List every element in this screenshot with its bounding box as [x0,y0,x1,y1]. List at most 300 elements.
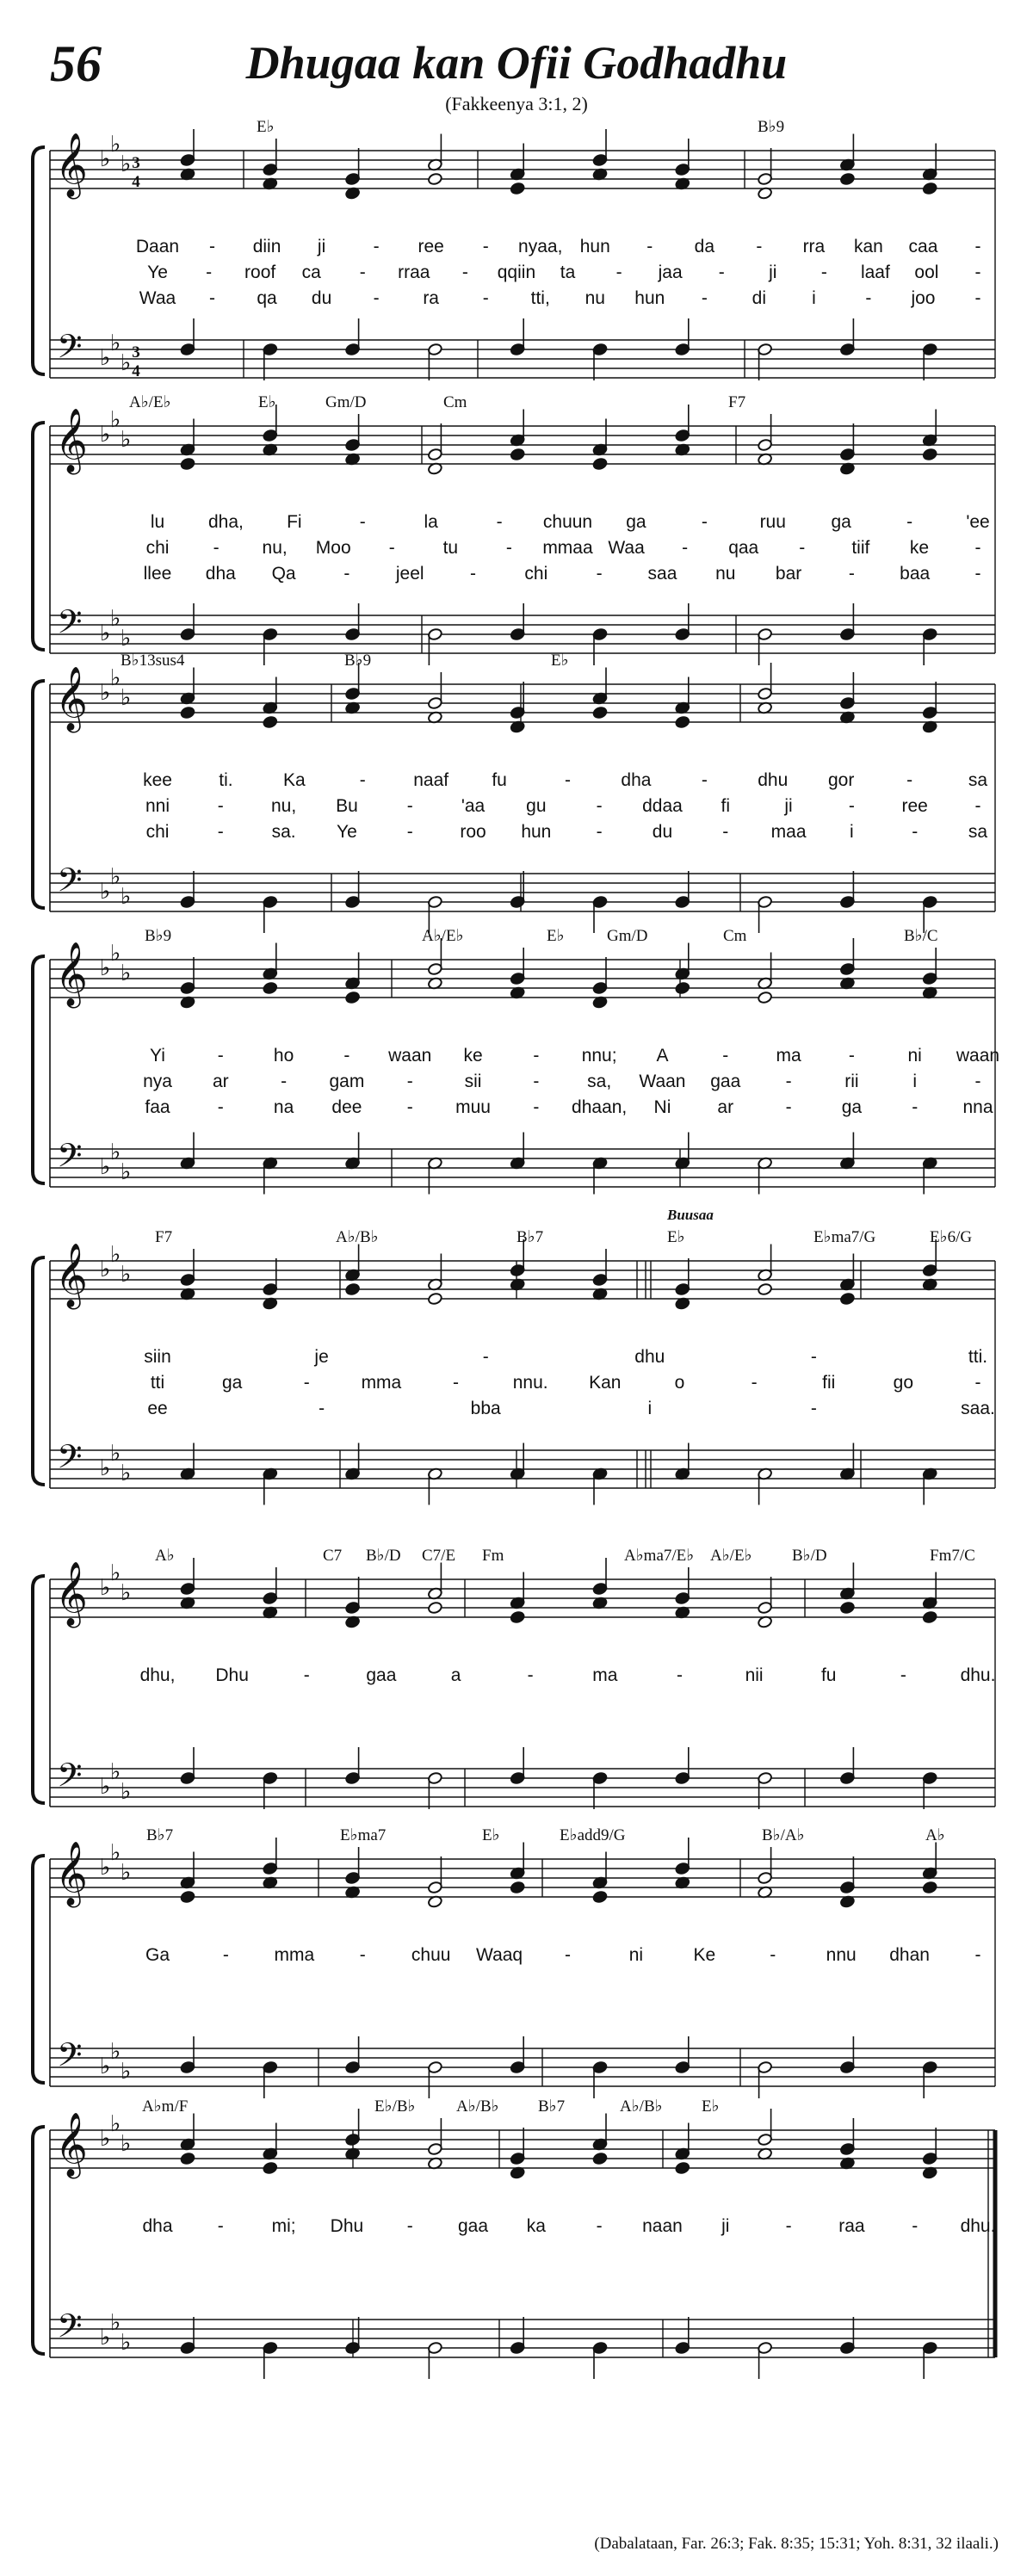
lyric-syllable: dha [205,564,236,584]
key-signature-flat-icon: ♭ [121,961,132,986]
lyric-syllable: ho [273,1046,294,1066]
lyric-syllable: - [222,1945,229,1965]
key-signature-flat-icon: ♭ [100,345,111,371]
lyric-syllable: - [359,512,366,532]
hymn-number: 56 [50,35,102,92]
lyric-syllable: - [359,1945,366,1965]
lyric-syllable: ji [721,2216,730,2236]
system-bracket [33,1576,45,1803]
lyric-syllable: - [213,538,220,558]
lyric-syllable: sa [968,770,988,790]
lyric-syllable: tti [150,1373,165,1393]
time-signature-top: 3 [132,154,140,172]
lyric-syllable: ruu [759,512,786,532]
lyric-syllable: - [303,1373,310,1393]
tempo-marking: Buusaa [667,1207,714,1223]
lyric-syllable: diin [252,237,281,256]
note-head [675,715,690,728]
lyric-syllable: dhu, [139,1665,176,1685]
chord-symbol: Gm/D [325,393,367,411]
lyric-syllable: di [752,288,767,308]
lyric-syllable: - [848,1046,855,1066]
lyric-syllable: - [373,288,380,308]
key-signature-flat-icon: ♭ [110,606,121,632]
lyric-syllable: chi [145,538,170,558]
treble-clef-icon: 𝄞 [55,667,88,731]
lyric-syllable: na [273,1097,294,1117]
chord-symbol: B♭7 [516,1228,544,1246]
lyric-syllable: dhu. [960,2216,996,2236]
key-signature-flat-icon: ♭ [110,2039,121,2065]
time-signature-top: 3 [132,343,140,361]
key-signature-flat-icon: ♭ [100,879,111,905]
chord-symbol: A♭m/F [142,2097,189,2116]
lyric-syllable: - [319,1399,325,1418]
lyric-syllable: ga [626,512,646,532]
lyric-syllable: je [314,1347,329,1367]
lyric-syllable: - [751,1373,758,1393]
scripture-reference: (Fakkeenya 3:1, 2) [445,93,588,114]
note-head [510,448,525,460]
lyric-syllable: kee [143,770,172,790]
key-signature-flat-icon: ♭ [100,955,111,981]
lyric-syllable: - [900,1665,906,1685]
lyric-syllable: Dhu [330,2216,364,2236]
lyric-syllable: - [810,1399,817,1418]
chord-symbol: E♭ma7 [340,1826,387,1844]
key-signature-flat-icon: ♭ [110,1242,121,1268]
lyric-syllable: nu, [262,538,288,558]
lyric-syllable: ni [628,1945,644,1965]
lyric-syllable: - [974,564,981,584]
key-signature-flat-icon: ♭ [121,427,132,453]
lyric-syllable: muu [455,1097,491,1117]
lyric-syllable: nnu. [512,1373,548,1393]
lyric-syllable: gaa [366,1665,397,1685]
lyric-syllable: - [505,538,512,558]
lyric-syllable: nu [715,564,736,584]
lyric-syllable: nna [962,1097,993,1117]
lyric-syllable: - [527,1665,534,1685]
lyric-syllable: - [701,512,708,532]
lyric-syllable: ar [212,1072,229,1091]
lyric-syllable: - [718,263,725,282]
lyric-syllable: - [596,564,603,584]
chord-symbol: B♭13sus4 [121,652,185,670]
key-signature-flat-icon: ♭ [110,132,121,158]
lyric-syllable: - [974,1072,981,1091]
bass-clef-icon: 𝄢 [57,861,83,907]
lyric-syllable: bba [470,1399,501,1418]
lyric-syllable: gor [827,770,855,790]
time-signature-bottom: 4 [132,173,140,191]
chord-symbol: E♭ [667,1228,685,1246]
bass-clef-icon: 𝄢 [57,1136,83,1183]
key-signature-flat-icon: ♭ [100,680,111,706]
chord-symbol: Cm [723,927,747,945]
note-head [510,1610,525,1623]
lyric-syllable: i [850,822,854,842]
treble-clef-icon: 𝄞 [55,942,88,1006]
lyric-syllable: lu [150,512,165,532]
chord-symbol: E♭ [482,1826,500,1844]
lyric-syllable: - [217,1097,224,1117]
lyric-syllable: ee [147,1399,168,1418]
note-head [592,2152,608,2165]
key-signature-flat-icon: ♭ [110,941,121,967]
lyric-syllable: Fi [287,512,302,532]
lyric-syllable: tti, [530,288,550,308]
lyric-syllable: chi [145,822,170,842]
lyric-syllable: - [217,822,224,842]
key-signature-flat-icon: ♭ [100,1257,111,1282]
key-signature-flat-icon: ♭ [121,884,132,910]
lyric-syllable: du [311,288,332,308]
lyric-syllable: ddaa [642,796,683,816]
lyric-syllable: caa [908,237,938,256]
lyric-syllable: naaf [413,770,449,790]
chord-symbol: E♭add9/G [560,1826,626,1844]
chord-symbol: A♭/B♭ [456,2097,499,2116]
lyric-syllable: - [974,1945,981,1965]
key-signature-flat-icon: ♭ [121,2131,132,2157]
key-signature-flat-icon: ♭ [110,1560,121,1586]
lyric-syllable: - [303,1665,310,1685]
lyric-syllable: - [359,263,366,282]
note-head [510,1881,525,1893]
lyric-syllable: Daan [135,237,180,256]
key-signature-flat-icon: ♭ [121,1779,132,1805]
footer-references: (Dabalataan, Far. 26:3; Fak. 8:35; 15:31; Yoh. 8:31, 32 ilaali.) [594,2535,999,2553]
key-signature-flat-icon: ♭ [100,1154,111,1180]
chord-symbol: B♭9 [758,118,785,136]
chord-symbol: Fm7/C [930,1547,975,1565]
bass-clef-icon: 𝄢 [57,602,83,649]
lyric-syllable: da [694,237,715,256]
hymn-title: Dhugaa kan Ofii Godhadhu [245,37,788,89]
key-signature-flat-icon: ♭ [121,2330,132,2356]
lyric-syllable: i [647,1399,653,1418]
lyric-syllable: - [848,796,855,816]
lyric-syllable: - [974,237,981,256]
note-head [180,457,195,470]
lyric-syllable: Waan [639,1072,686,1091]
note-head [345,991,361,1004]
key-signature-flat-icon: ♭ [110,864,121,890]
chord-symbol: E♭ [702,2097,720,2116]
lyric-syllable: fi [721,796,731,816]
lyric-syllable: - [496,512,503,532]
key-signature-flat-icon: ♭ [121,1580,132,1606]
lyric-syllable: Kan [589,1373,622,1393]
lyric-syllable: rraa [398,263,430,282]
lyric-syllable: - [482,237,489,256]
key-signature-flat-icon: ♭ [121,626,132,652]
chord-symbol: F7 [728,393,746,411]
lyric-syllable: chuun [542,512,593,532]
lyric-syllable: - [596,796,603,816]
lyric-syllable: - [906,770,913,790]
chord-symbol: B♭/A♭ [762,1826,805,1844]
lyric-syllable: ke [909,538,930,558]
chord-symbol: E♭/B♭ [374,2097,416,2116]
lyric-syllable: nya [143,1072,172,1091]
chord-symbol: A♭/E♭ [710,1547,752,1565]
lyric-syllable: - [343,1046,350,1066]
lyric-syllable: nni [145,796,170,816]
lyric-syllable: - [533,1072,540,1091]
key-signature-flat-icon: ♭ [110,407,121,433]
lyric-syllable: - [482,288,489,308]
bass-clef-icon: 𝄢 [57,1437,83,1484]
lyric-syllable: a [450,1665,461,1685]
lyric-syllable: - [974,288,981,308]
lyric-syllable: ma [776,1046,801,1066]
lyric-syllable: - [756,237,763,256]
lyric-syllable: tiif [851,538,870,558]
lyric-syllable: - [810,1347,817,1367]
lyric-syllable: - [912,2216,919,2236]
lyric-syllable: - [343,564,350,584]
lyric-syllable: - [785,1097,792,1117]
chord-symbol: B♭7 [538,2097,566,2116]
chord-symbol: C7 [323,1547,343,1565]
lyric-syllable: - [912,822,919,842]
lyric-syllable: sa [968,822,988,842]
key-signature-flat-icon: ♭ [100,1455,111,1481]
lyric-syllable: la [424,512,438,532]
note-head [263,715,278,728]
lyric-syllable: rii [844,1072,859,1091]
key-signature-flat-icon: ♭ [100,1774,111,1800]
bass-clef-icon: 𝄢 [57,2035,83,2082]
lyric-syllable: - [785,2216,792,2236]
lyric-syllable: - [206,263,213,282]
lyric-syllable: - [974,1373,981,1393]
lyric-syllable: - [701,288,708,308]
lyric-syllable: - [615,263,622,282]
lyric-syllable: - [722,1046,729,1066]
lyric-syllable: Ni [653,1097,671,1117]
system-bracket [33,1856,45,2083]
lyric-syllable: - [470,564,477,584]
key-signature-flat-icon: ♭ [100,1575,111,1601]
note-head [758,991,773,1004]
key-signature-flat-icon: ♭ [110,2111,121,2137]
key-signature-flat-icon: ♭ [110,1441,121,1467]
lyric-syllable: qaa [728,538,759,558]
lyric-syllable: nii [745,1665,764,1685]
note-head [263,2161,278,2174]
note-head [922,1881,937,1893]
system-bracket [33,1257,45,1485]
lyric-syllable: - [974,796,981,816]
chord-symbol: A♭ [925,1826,945,1844]
lyric-syllable: ra [423,288,440,308]
lyric-syllable: - [974,538,981,558]
key-signature-flat-icon: ♭ [100,2054,111,2079]
lyric-syllable: laaf [860,263,890,282]
treble-clef-icon: 𝄞 [55,1244,88,1307]
treble-clef-icon: 𝄞 [55,1562,88,1626]
lyric-syllable: - [281,1072,288,1091]
key-signature-flat-icon: ♭ [121,2059,132,2085]
lyric-syllable: gaa [458,2216,489,2236]
key-signature-flat-icon: ♭ [121,685,132,711]
lyric-syllable: ji [769,263,777,282]
note-head [839,1601,855,1614]
lyric-syllable: - [912,1097,919,1117]
lyric-syllable: - [676,1665,683,1685]
lyric-syllable: - [217,796,224,816]
lyric-syllable: ji [317,237,326,256]
lyric-syllable: ni [907,1046,922,1066]
treble-clef-icon: 𝄞 [55,409,88,473]
lyric-syllable: - [785,1072,792,1091]
lyric-syllable: waan [388,1046,432,1066]
lyric-syllable: - [209,288,216,308]
lyric-syllable: chuu [411,1945,451,1965]
lyric-syllable: - [406,2216,413,2236]
lyric-syllable: jaa [658,263,683,282]
note-head [180,706,195,719]
chord-symbol: B♭9 [145,927,172,945]
lyric-syllable: - [565,770,571,790]
key-signature-flat-icon: ♭ [100,146,111,172]
note-head [839,1292,855,1305]
chord-symbol: B♭9 [344,652,372,670]
bass-clef-icon: 𝄢 [57,2307,83,2353]
lyric-syllable: dhaan, [572,1097,628,1117]
lyric-syllable: mi; [271,2216,296,2236]
key-signature-flat-icon: ♭ [121,151,132,177]
key-signature-flat-icon: ♭ [121,1860,132,1886]
lyric-syllable: baa [900,564,931,584]
lyric-syllable: go [893,1373,914,1393]
bass-clef-icon: 𝄢 [57,327,83,374]
note-head [922,448,937,460]
lyric-syllable: mmaa [542,538,593,558]
lyric-syllable: kan [854,237,883,256]
chord-symbol: A♭/B♭ [620,2097,663,2116]
bass-clef-icon: 𝄢 [57,1756,83,1802]
lyric-syllable: dha [621,770,652,790]
note-head [427,1601,442,1614]
lyric-syllable: - [453,1373,460,1393]
key-signature-flat-icon: ♭ [100,2126,111,2152]
chord-symbol: E♭ [551,652,569,670]
chord-symbol: A♭/B♭ [336,1228,379,1246]
lyric-syllable: ti. [219,770,233,790]
chord-symbol: B♭/D [792,1547,827,1565]
key-signature-flat-icon: ♭ [100,422,111,448]
chord-symbol: Fm [482,1547,504,1565]
key-signature-flat-icon: ♭ [110,1759,121,1785]
system-bracket [33,147,45,374]
time-signature-bottom: 4 [132,362,140,380]
chord-symbol: A♭/E♭ [422,927,464,945]
lyric-syllable: nu, [271,796,297,816]
lyric-syllable: Ke [693,1945,716,1965]
lyric-syllable: nnu [826,1945,857,1965]
note-head [758,1282,773,1295]
chord-symbol: E♭ [547,927,565,945]
treble-clef-icon: 𝄞 [55,133,88,197]
treble-clef-icon: 𝄞 [55,1842,88,1906]
lyric-syllable: Qa [271,564,296,584]
note-head [922,182,937,195]
lyric-syllable: mma [361,1373,402,1393]
lyric-syllable: ca [301,263,321,282]
lyric-syllable: maa [770,822,807,842]
lyric-syllable: nu [585,288,605,308]
lyric-syllable: - [406,822,413,842]
lyric-syllable: rra [802,237,826,256]
lyric-syllable: - [565,1945,571,1965]
lyric-syllable: ma [592,1665,618,1685]
key-signature-flat-icon: ♭ [110,1140,121,1165]
system-bracket [33,2127,45,2354]
note-head [345,1282,361,1295]
lyric-syllable: - [209,237,216,256]
lyric-syllable: Waa [139,288,176,308]
lyric-syllable: gam [329,1072,365,1091]
key-signature-flat-icon: ♭ [121,350,132,376]
lyric-syllable: tti. [968,1347,988,1367]
lyric-syllable: dhan [889,1945,930,1965]
key-signature-flat-icon: ♭ [110,1840,121,1866]
key-signature-flat-icon: ♭ [121,1461,132,1486]
note-head [263,981,278,994]
lyric-syllable: - [848,564,855,584]
lyric-syllable: roo [460,822,486,842]
lyric-syllable: Waa [608,538,645,558]
lyric-syllable: waan [956,1046,1000,1066]
chord-symbol: A♭ [155,1547,175,1565]
lyric-syllable: Bu [336,796,358,816]
lyric-syllable: hun [634,288,665,308]
lyric-syllable: - [865,288,872,308]
lyric-syllable: dhu. [960,1665,996,1685]
lyric-syllable: - [406,1097,413,1117]
note-head [510,182,525,195]
lyric-syllable: ta [560,263,576,282]
lyric-syllable: nyaa, [518,237,563,256]
note-head [592,457,608,470]
lyric-syllable: ji [784,796,793,816]
chord-symbol: E♭ma7/G [813,1228,876,1246]
note-head [180,2152,195,2165]
lyric-syllable: dee [331,1097,362,1117]
lyric-syllable: qqiin [497,263,536,282]
lyric-syllable: joo [911,288,936,308]
lyric-syllable: - [770,1945,776,1965]
lyric-syllable: - [820,263,827,282]
lyric-syllable: roof [244,263,276,282]
lyric-syllable: chi [524,564,548,584]
note-head [675,981,690,994]
note-head [427,172,442,185]
lyric-syllable: Waaq [476,1945,523,1965]
lyric-syllable: nnu; [581,1046,617,1066]
lyric-syllable: - [533,1046,540,1066]
lyric-syllable: dhu [758,770,789,790]
system-bracket [33,423,45,650]
chord-symbol: Gm/D [607,927,648,945]
lyric-syllable: - [701,770,708,790]
note-head [180,1890,195,1903]
lyric-syllable: - [533,1097,540,1117]
